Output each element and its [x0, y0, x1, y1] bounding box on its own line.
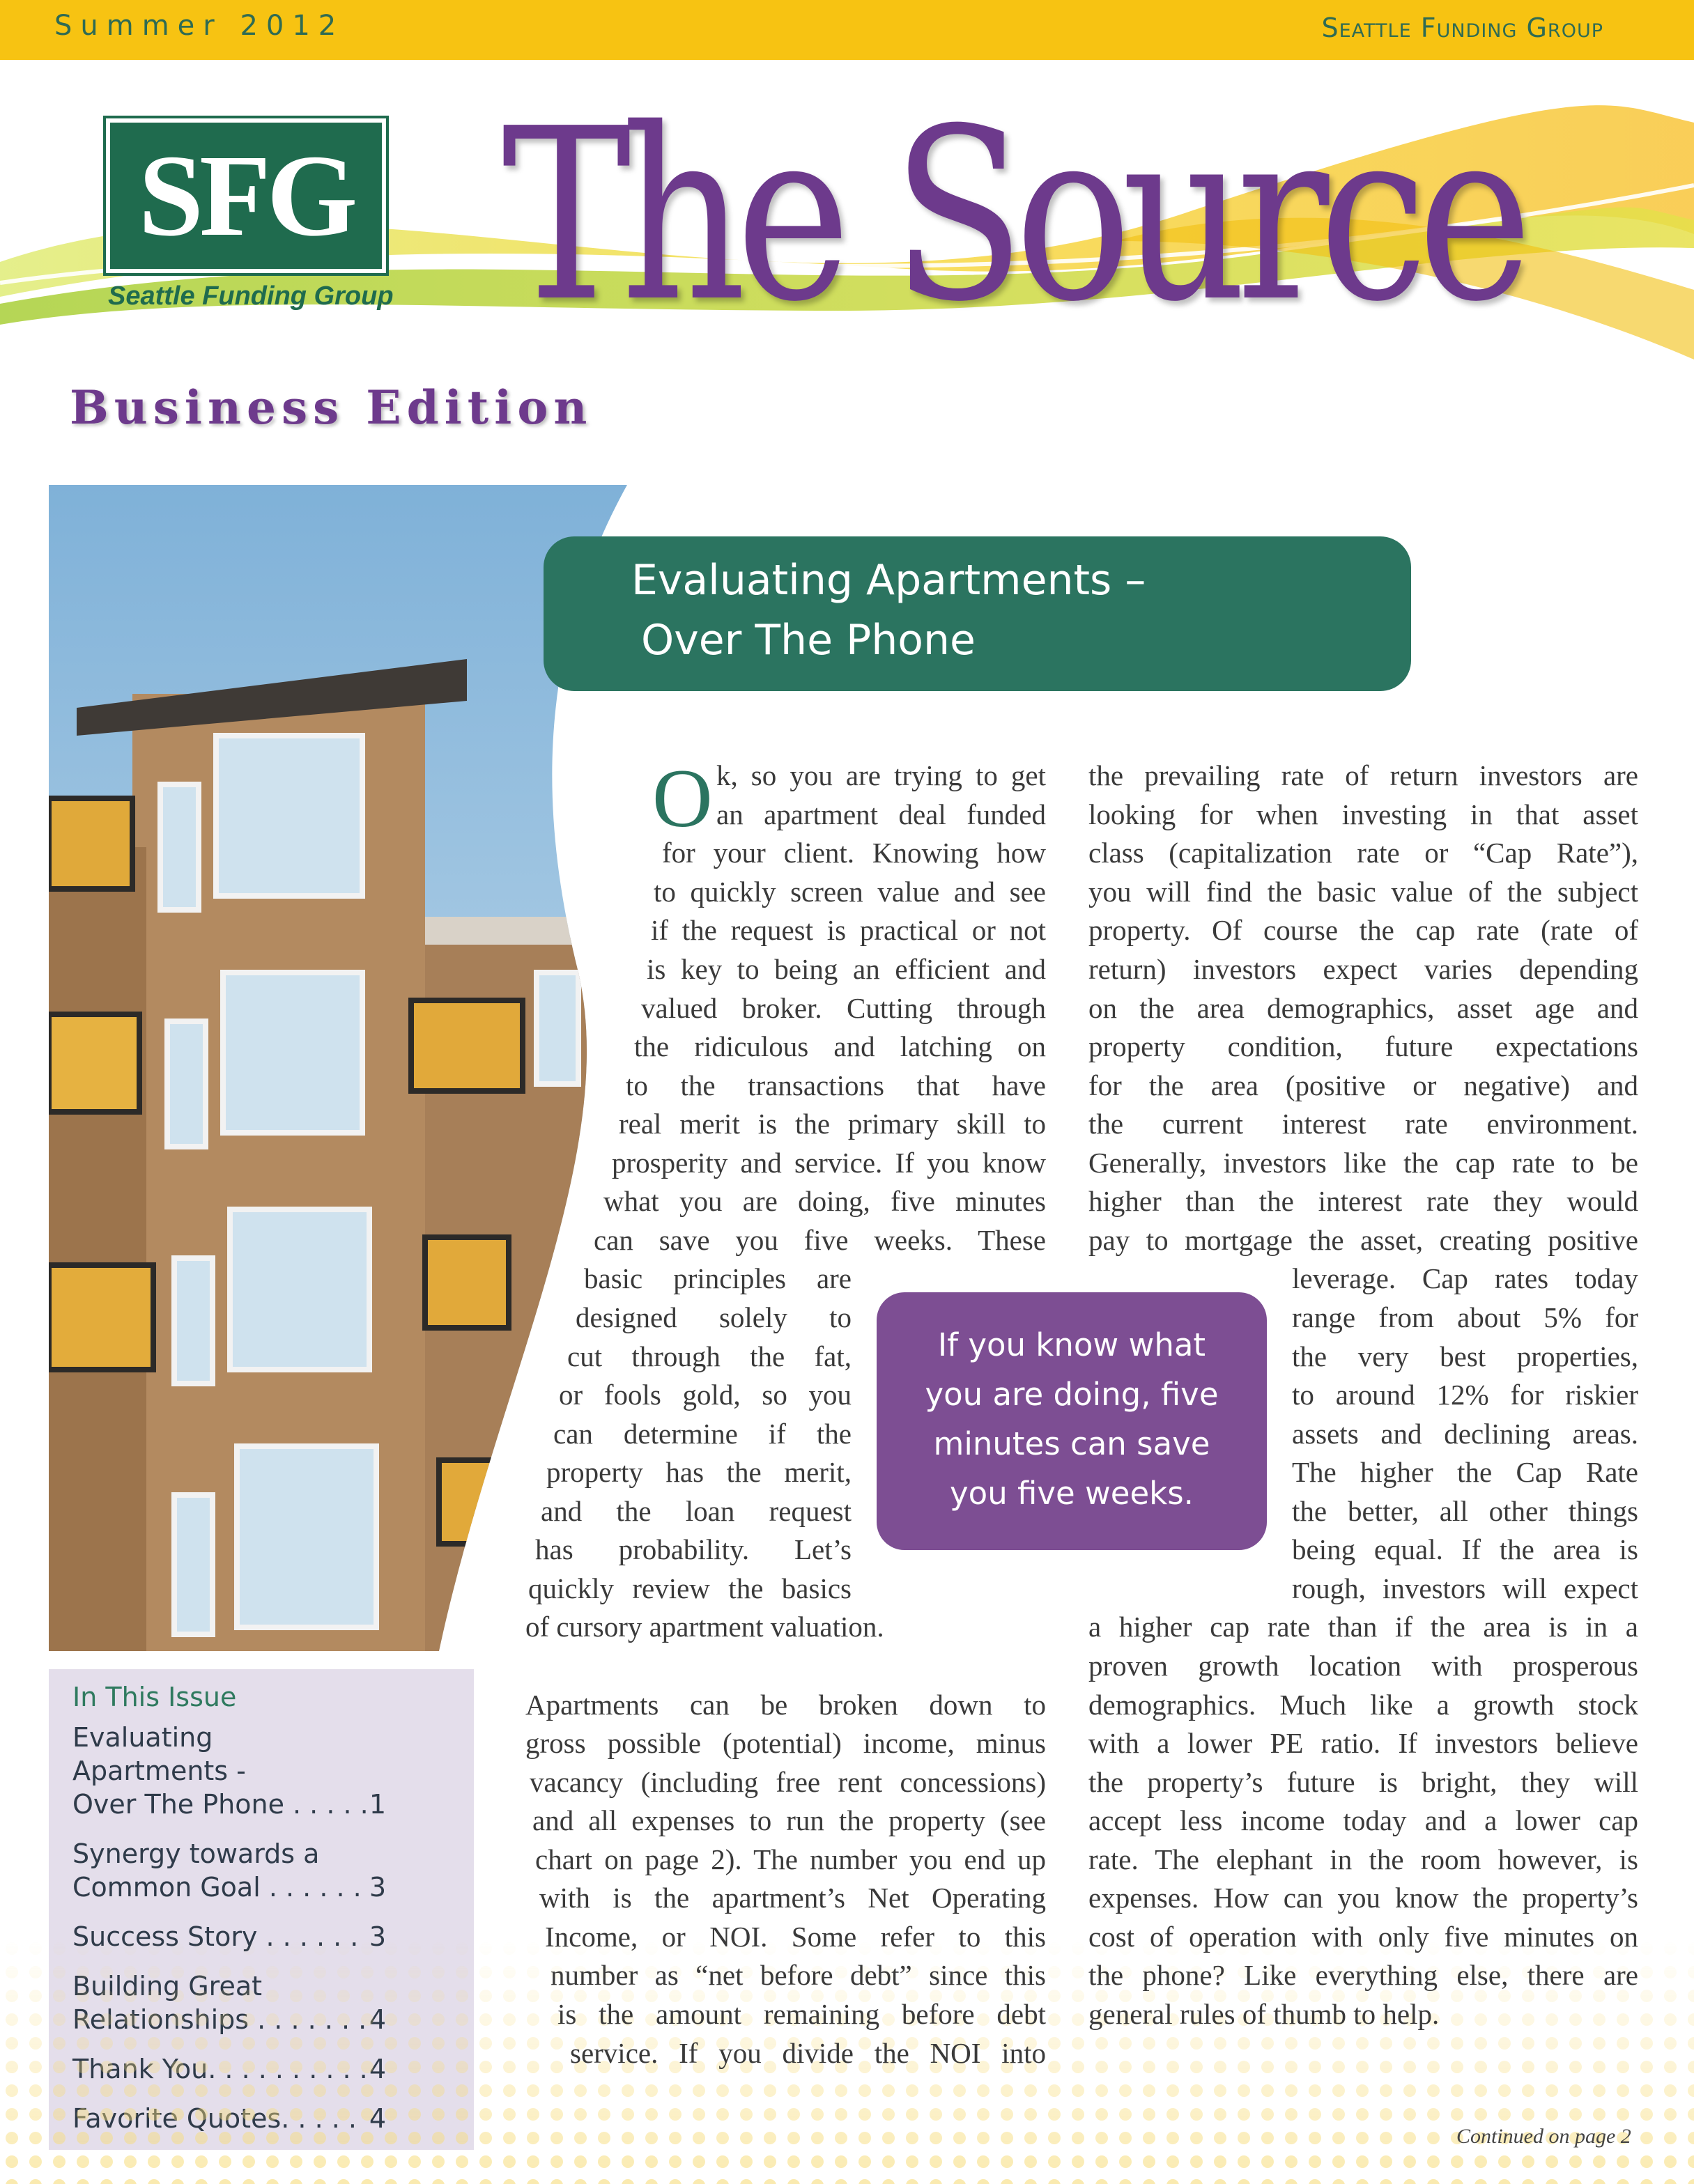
- continued-note[interactable]: Continued on page 2: [1456, 2125, 1631, 2148]
- body-line: property condition, future expectations: [1088, 1030, 1638, 1062]
- toc-item[interactable]: [72, 1837, 386, 1904]
- body-line: service. If you divide the NOI into: [570, 2037, 1046, 2069]
- body-line: higher than the interest rate they would: [1088, 1185, 1638, 1217]
- body-line: the very best properties,: [1292, 1340, 1638, 1372]
- toc-item-line: Common Goal . . . . . .: [72, 1872, 362, 1903]
- body-line: the property’s future is bright, they will: [1088, 1766, 1638, 1798]
- body-line: and all expenses to run the property (see: [532, 1804, 1046, 1836]
- masthead-title: The Source: [502, 78, 1523, 354]
- edition-label: Business Edition: [70, 380, 593, 435]
- body-line: the phone? Like everything else, there are: [1088, 1959, 1638, 1991]
- body-line: of cursory apartment valuation.: [525, 1611, 884, 1643]
- headline-line-2: Over The Phone: [641, 616, 976, 665]
- issue-date: Summer 2012: [54, 10, 345, 42]
- body-line: to the transactions that have: [626, 1069, 1046, 1101]
- body-line: expenses. How can you know the property’s: [1088, 1882, 1638, 1914]
- body-line: The higher the Cap Rate: [1292, 1456, 1638, 1488]
- body-line: general rules of thumb to help.: [1088, 1998, 1440, 2030]
- body-line: gross possible (potential) income, minus: [525, 1727, 1046, 1759]
- body-line: cut through the fat,: [567, 1340, 852, 1372]
- body-line: number as “net before debt” since this: [550, 1959, 1046, 1991]
- body-line: range from about 5% for: [1292, 1301, 1638, 1333]
- body-line: the current interest rate environment.: [1088, 1108, 1638, 1140]
- organization-name: Seattle Funding Group: [1321, 13, 1603, 43]
- body-line: Apartments can be broken down to: [525, 1689, 1046, 1721]
- body-line: has probability. Let’s: [535, 1533, 852, 1565]
- body-line: being equal. If the area is: [1292, 1533, 1638, 1565]
- body-line: proven growth location with prosperous: [1088, 1650, 1638, 1682]
- body-line: if the request is practical or not: [651, 914, 1046, 946]
- body-line: what you are doing, five minutes: [603, 1185, 1046, 1217]
- body-line: the ridiculous and latching on: [634, 1030, 1046, 1062]
- body-line: or fools gold, so you: [559, 1379, 852, 1411]
- body-line: can determine if the: [553, 1418, 852, 1450]
- toc-item-line: Synergy towards a: [72, 1838, 320, 1869]
- body-line: leverage. Cap rates today: [1292, 1262, 1638, 1294]
- apartment-building-photo: [49, 485, 627, 1651]
- body-line: and the loan request: [541, 1495, 852, 1527]
- toc-heading: In This Issue: [72, 1682, 237, 1712]
- body-line: you will find the basic value of the subject: [1088, 876, 1638, 908]
- logo-text: SFG: [138, 131, 354, 261]
- pull-quote-line: minutes can save: [933, 1425, 1210, 1462]
- body-line: on the area demographics, asset age and: [1088, 992, 1638, 1024]
- body-line: to around 12% for riskier: [1292, 1379, 1638, 1411]
- body-line: assets and declining areas.: [1292, 1418, 1638, 1450]
- body-line: looking for when investing in that asset: [1088, 798, 1638, 830]
- body-line: chart on page 2). The number you end up: [535, 1843, 1046, 1875]
- sfg-logo: [106, 118, 386, 273]
- body-line: cost of operation with only five minutes on: [1088, 1921, 1638, 1953]
- toc-page-number: 3: [369, 1872, 386, 1903]
- pull-quote-line: you five weeks.: [950, 1475, 1194, 1512]
- body-line: rough, investors will expect: [1292, 1572, 1638, 1604]
- body-line: return) investors expect varies depending: [1088, 953, 1638, 985]
- body-line: property has the merit,: [546, 1456, 852, 1488]
- body-line: pay to mortgage the asset, creating positive: [1088, 1224, 1638, 1256]
- body-line: an apartment deal funded: [716, 798, 1046, 830]
- body-line: property. Of course the cap rate (rate of: [1088, 914, 1638, 946]
- body-line: Generally, investors like the cap rate to be: [1088, 1147, 1638, 1179]
- body-line: with is the apartment’s Net Operating: [539, 1882, 1046, 1914]
- body-line: prosperity and service. If you know: [612, 1147, 1046, 1179]
- body-line: for the area (positive or negative) and: [1088, 1069, 1638, 1101]
- body-line: is the amount remaining before debt: [557, 1998, 1046, 2030]
- body-line: valued broker. Cutting through: [641, 992, 1046, 1024]
- body-line: designed solely to: [576, 1301, 852, 1333]
- body-line: to quickly screen value and see: [654, 876, 1046, 908]
- body-line: can save you five weeks. These: [594, 1224, 1046, 1256]
- body-line: a higher cap rate than if the area is in a: [1088, 1611, 1638, 1643]
- body-line: with a lower PE ratio. If investors believe: [1088, 1727, 1638, 1759]
- body-line: accept less income today and a lower cap: [1088, 1804, 1638, 1836]
- headline-line-1: Evaluating Apartments –: [631, 556, 1146, 605]
- body-line: is key to being an efficient and: [647, 953, 1046, 985]
- body-line: quickly review the basics: [528, 1572, 852, 1604]
- body-line: k, so you are trying to get: [716, 759, 1046, 791]
- body-line: the better, all other things: [1292, 1495, 1638, 1527]
- logo-subtitle: Seattle Funding Group: [108, 281, 394, 311]
- body-line: vacancy (including free rent concessions): [530, 1766, 1046, 1798]
- toc-item[interactable]: [72, 1721, 386, 1821]
- body-line: class (capitalization rate or “Cap Rate”),: [1088, 837, 1638, 869]
- toc-item-line: Evaluating: [72, 1722, 213, 1753]
- pull-quote-line: If you know what: [937, 1326, 1206, 1363]
- pull-quote-line: you are doing, five: [925, 1376, 1219, 1413]
- toc-item-line: Apartments -: [72, 1756, 246, 1786]
- body-line: for your client. Knowing how: [662, 837, 1046, 869]
- toc-page-number: 1: [369, 1789, 386, 1820]
- toc-item-line: Over The Phone . . . . .: [72, 1789, 369, 1820]
- body-line: rate. The elephant in the room however, is: [1088, 1843, 1638, 1875]
- body-line: Income, or NOI. Some refer to this: [545, 1921, 1046, 1953]
- body-line: real merit is the primary skill to: [619, 1108, 1046, 1140]
- body-line: the prevailing rate of return investors are: [1088, 759, 1638, 791]
- body-line: basic principles are: [584, 1262, 852, 1294]
- body-line: demographics. Much like a growth stock: [1088, 1689, 1638, 1721]
- drop-cap: O: [652, 752, 713, 844]
